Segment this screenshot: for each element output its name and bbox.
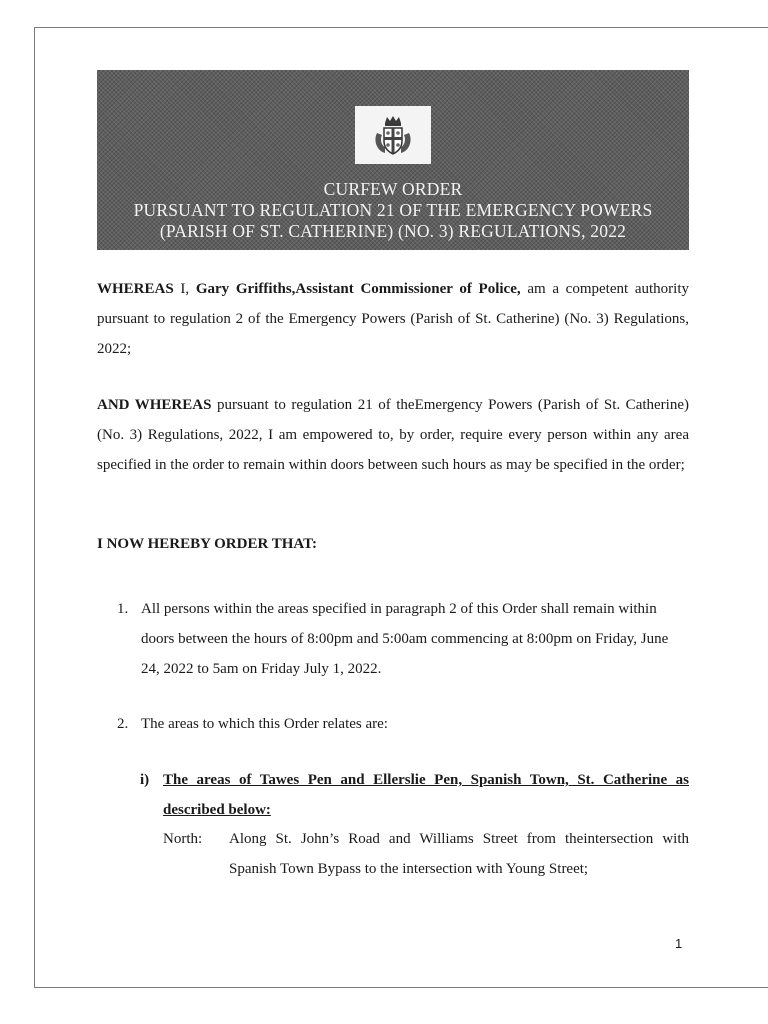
sub-item-number: i) (140, 772, 150, 788)
direction-description: Along St. John’s Road and Williams Street from theintersection with Spanish Town Bypass to the intersection with Young Street; (229, 831, 689, 877)
whereas-text: am a competent authority pursuant to regulation 2 of the Emergency Powers (Parish of St. Catherine) (No. 3) Regulations, 2022; (97, 281, 690, 357)
item-1-text: All persons within the areas specified in paragraph 2 of this Order shall remain within doors between the hours of 8:00pm and 5:00am commencing at 8:00pm on Friday, June 24, 2022 to 5am on Friday July 1, 2022. (141, 601, 669, 677)
crest-box (355, 106, 431, 164)
and-whereas-lead: AND WHEREAS (97, 397, 212, 413)
title-banner (97, 70, 689, 250)
officer-name: Gary Griffiths,Assistant Commissioner of Police, (195, 281, 521, 297)
banner-title-line-3: (PARISH OF ST. CATHERINE) (NO. 3) REGULATIONS, 2022 (159, 221, 627, 241)
page-number: 1 (675, 936, 683, 951)
whereas-mid: I, (173, 281, 196, 297)
item-2-number: 2. (117, 716, 129, 732)
item-2-text: The areas to which this Order relates are: (141, 716, 388, 732)
item-1-number: 1. (117, 601, 129, 617)
and-whereas-paragraph (97, 390, 689, 480)
direction-label: North: (163, 831, 203, 847)
whereas-lead: WHEREAS (97, 281, 174, 297)
banner-title-line-1: CURFEW ORDER (323, 179, 463, 199)
order-heading: I NOW HEREBY ORDER THAT: (97, 536, 318, 552)
banner-title-line-2: PURSUANT TO REGULATION 21 OF THE EMERGENCY POWERS (133, 200, 653, 220)
and-whereas-text: pursuant to regulation 21 of theEmergency Powers (Parish of St. Catherine) (No. 3) Regulations, 2022, I am empowered to, by order, require every person within any area specified in the order to remain within doors between such hours as may be specified in the order; (97, 397, 689, 473)
document-page (34, 27, 768, 988)
jamaica-coat-of-arms-icon (371, 113, 415, 157)
whereas-paragraph (97, 274, 689, 364)
sub-item-title: The areas of Tawes Pen and Ellerslie Pen, Spanish Town, St. Catherine as described below: (163, 772, 689, 818)
